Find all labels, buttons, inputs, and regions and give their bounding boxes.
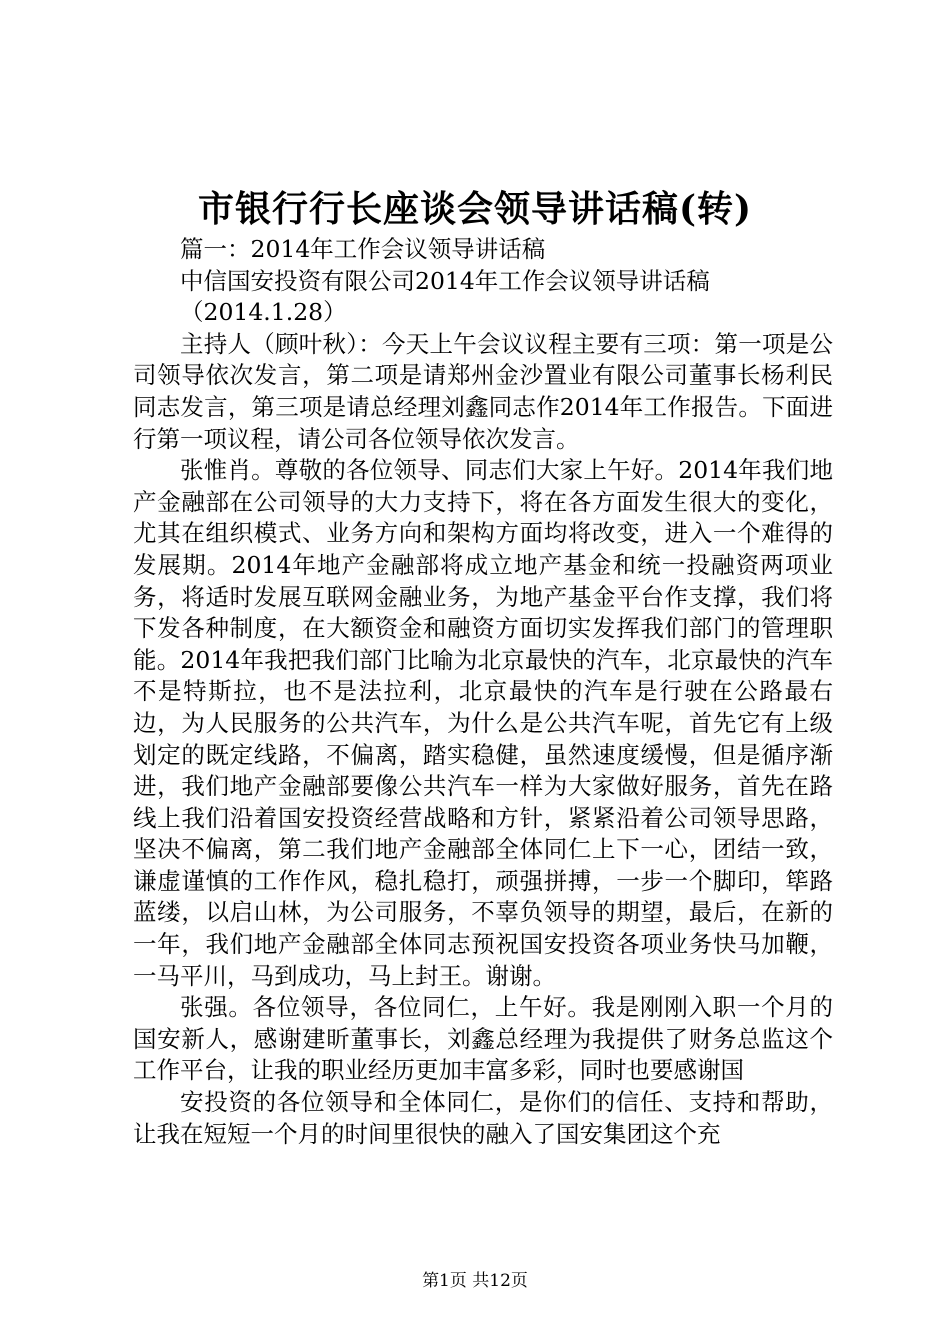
page-number-footer: 第1页 共12页	[422, 1271, 528, 1291]
paragraph-host-intro: 主持人（顾叶秋）：今天上午会议议程主要有三项：第一项是公司领导依次发言，第二项是请郑州金沙置业有限公司董事长杨利民同志发言，第三项是请总经理刘鑫同志作2014年工作报告。下面进行第一项议程，请公司各位领导依次发言。	[133, 329, 833, 453]
paragraph-speech-continued: 安投资的各位领导和全体同仁，是你们的信任、支持和帮助，让我在短短一个月的时间里很快的融入了国安集团这个充	[133, 1088, 833, 1148]
document-title: 市银行行长座谈会领导讲话稿(转)	[197, 188, 753, 230]
paragraph-report-title: 中信国安投资有限公司2014年工作会议领导讲话稿	[180, 266, 710, 295]
paragraph-speech-zhang-qiang: 张强。各位领导，各位同仁，上午好。我是刚刚入职一个月的国安新人，感谢建昕董事长，刘鑫总经理为我提供了财务总监这个工作平台，让我的职业经历更加丰富多彩，同时也要感谢国	[133, 993, 833, 1085]
paragraph-speech-zhang-weixiao: 张惟肖。尊敬的各位领导、同志们大家上午好。2014年我们地产金融部在公司领导的大力支持下，将在各方面发生很大的变化，尤其在组织模式、业务方向和架构方面均将改变，进入一个难得的发展期。2014年地产金融部将成立地产基金和统一投融资两项业务，将适时发展互联网金融业务，为地产基金平台作支撑，我们将下发各种制度，在大额资金和融资方面切实发挥我们部门的管理职能。2014年我把我们部门比喻为北京最快的汽车，北京最快的汽车不是特斯拉，也不是法拉利，北京最快的汽车是行驶在公路最右边，为人民服务的公共汽车，为什么是公共汽车呢，首先它有上级划定的既定线路，不偏离，踏实稳健，虽然速度缓慢，但是循序渐进，我们地产金融部要像公共汽车一样为大家做好服务，首先在路线上我们沿着国安投资经营战略和方针，紧紧沿着公司领导思路，坚决不偏离，第二我们地产金融部全体同仁上下一心，团结一致，谦虚谨慎的工作作风，稳扎稳打，顽强拼搏，一步一个脚印，筚路蓝缕，以启山林，为公司服务，不辜负领导的期望，最后，在新的一年，我们地产金融部全体同志预祝国安投资各项业务快马加鞭，一马平川，马到成功，马上封王。谢谢。	[133, 456, 833, 990]
paragraph-report-date: （2014.1.28）	[180, 298, 347, 327]
paragraph-section-heading: 篇一：2014年工作会议领导讲话稿	[180, 235, 546, 263]
document-body	[133, 234, 833, 1150]
